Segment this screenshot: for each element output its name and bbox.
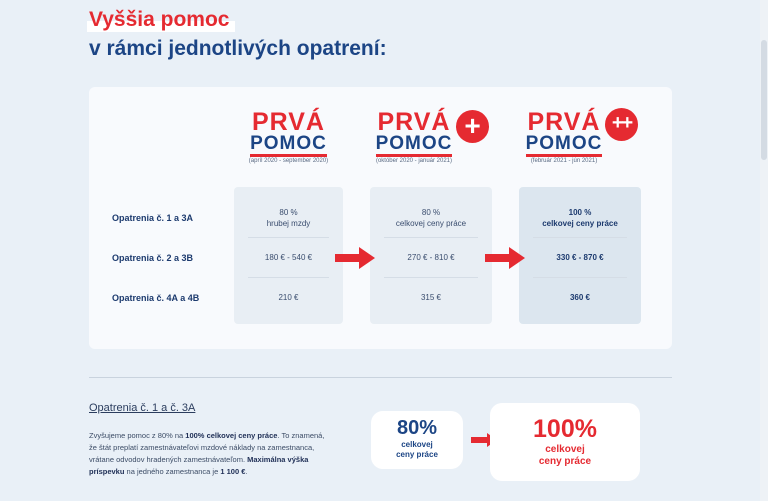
scrollbar-thumb[interactable] xyxy=(761,40,767,160)
logo-word1: PRVÁ xyxy=(251,108,325,136)
logo-prva-pomoc xyxy=(236,110,341,164)
pill-label: ceny práce xyxy=(538,456,592,467)
cell-separator xyxy=(384,277,478,278)
cell-value: 315 € xyxy=(420,293,442,302)
row-label-2: Opatrenia č. 2 a 3B xyxy=(112,253,194,263)
logo-period: (apríl 2020 - september 2020) xyxy=(248,158,329,164)
row-label-1: Opatrenia č. 1 a 3A xyxy=(112,213,194,223)
logo-word2: POMOC xyxy=(368,134,460,154)
cell-value: 100 % celkovej ceny práce xyxy=(542,208,618,228)
cell-value: 360 € xyxy=(569,293,591,302)
logo-word1: PRVÁ xyxy=(377,108,451,136)
pill-100-percent xyxy=(490,403,640,481)
logo-period: (február 2021 - jún 2021) xyxy=(530,158,598,164)
row-label-3: Opatrenia č. 4A a 4B xyxy=(112,293,200,303)
cell-separator xyxy=(533,277,627,278)
section-divider xyxy=(89,377,672,378)
cell-separator xyxy=(248,277,329,278)
section-paragraph: Zvyšujeme pomoc z 80% na 100% celkovej ceny práce. To znamená, že štát preplatí zamestnávateľovi mzdové náklady na zamestnanca, vrátane odvodov hradených zamestnávateľom. Maximálna výška príspevku na jedného zamestnanca je 1 100 €. xyxy=(89,431,325,476)
page-title-line1: Vyššia pomoc xyxy=(87,8,235,32)
cell-separator xyxy=(384,237,478,238)
cell-value: 180 € - 540 € xyxy=(264,253,313,262)
pill-percent: 80% xyxy=(396,417,438,439)
plus-badge-icon: + xyxy=(456,110,489,143)
section-heading-link[interactable]: Opatrenia č. 1 a č. 3A xyxy=(89,402,196,414)
logo-prva-pomoc-plus-plus xyxy=(519,110,609,164)
logo-word2: POMOC xyxy=(236,134,341,154)
column-prva-pomoc-plus-plus xyxy=(519,187,641,324)
pill-80-percent xyxy=(371,411,463,469)
column-prva-pomoc xyxy=(234,187,343,324)
logo-prva-pomoc-plus xyxy=(368,110,460,164)
cell-value: 80 % celkovej ceny práce xyxy=(395,208,467,228)
scrollbar[interactable] xyxy=(760,0,768,501)
pill-label: celkovej xyxy=(401,440,433,449)
arrow-right-icon xyxy=(485,247,525,269)
double-plus-badge-icon: ++ xyxy=(605,108,638,141)
cell-value: 270 € - 810 € xyxy=(407,253,455,262)
cell-value: 80 % hrubej mzdy xyxy=(266,208,311,228)
page-title-line2: v rámci jednotlivých opatrení: xyxy=(89,37,387,60)
column-prva-pomoc-plus xyxy=(370,187,492,324)
pill-label: ceny práce xyxy=(396,450,438,459)
pill-label: celkovej xyxy=(545,444,585,455)
cell-separator xyxy=(248,237,329,238)
logo-word1: PRVÁ xyxy=(527,108,601,136)
logo-word2: POMOC xyxy=(519,134,609,154)
cell-separator xyxy=(533,237,627,238)
cell-value: 330 € - 870 € xyxy=(556,253,604,262)
logo-period: (október 2020 - január 2021) xyxy=(375,158,453,164)
pill-percent: 100% xyxy=(533,415,597,443)
cell-value: 210 € xyxy=(278,293,299,302)
arrow-right-icon xyxy=(335,247,375,269)
